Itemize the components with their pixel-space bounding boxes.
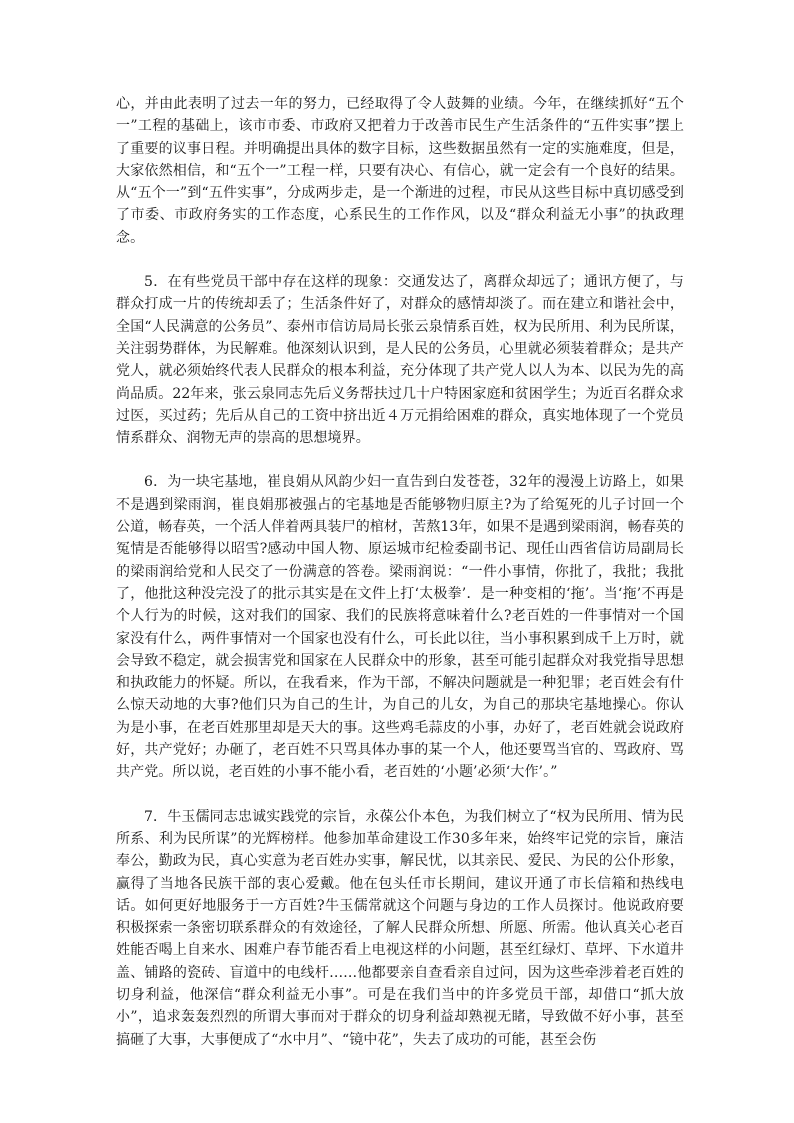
paragraph-gap <box>116 249 684 271</box>
paragraph-item-5: 5．在有些党员干部中存在这样的现象：交通发达了，离群众却远了；通讯方便了，与群众打成一片的传统却丢了；生活条件好了，对群众的感情却淡了。而在建立和谐社会中，全国“人民满意的公务员”、泰州市信访局局长张云泉情系百姓，权为民所用、利为民所谋，关注弱势群体，为民解难。他深刻认识到，是人民的公务员，心里就必须装着群众；是共产党人，就必须始终代表人民群众的根本利益，充分体现了共产党人以人为本、以民为先的高尚品质。22年来，张云泉同志先后义务帮扶过几十户特困家庭和贫困学生；为近百名群众求过医，买过药；先后从自己的工资中挤出近４万元捐给困难的群众，真实地体现了一个党员情系群众、润物无声的崇高的思想境界。 <box>116 274 684 447</box>
paragraph-item-7: 7．牛玉儒同志忠诚实践党的宗旨，永葆公仆本色，为我们树立了“权为民所用、情为民所系、利为民所谋”的光辉榜样。他参加革命建设工作30多年来，始终牢记党的宗旨，廉洁奉公，勤政为民，真心实意为老百姓办实事，解民忧，以其亲民、爱民、为民的公仆形象，赢得了当地各民族干部的衷心爱戴。他在包头任市长期间，建议开通了市长信箱和热线电话。如何更好地服务于一方百姓?牛玉儒常就这个问题与身边的工作人员探讨。他说政府要积极探索一条密切联系群众的有效途径，了解人民群众所想、所愿、所需。他认真关心老百姓能否喝上自来水、困难户春节能否看上电视这样的小问题，甚至红绿灯、草坪、下水道井盖、铺路的瓷砖、盲道中的电线杆……他都要亲自查看亲自过问，因为这些牵涉着老百姓的切身利益，他深信“群众利益无小事”。可是在我们当中的许多党员干部，却借口“抓大放小”，追求轰轰烈烈的所谓大事而对于群众的切身利益却熟视无睹，导致做不好小事，甚至搞砸了大事，大事便成了“水中月”、“镜中花”，失去了成功的可能，甚至会伤 <box>116 808 684 1048</box>
paragraph-gap <box>116 449 684 471</box>
paragraph-item-6: 6．为一块宅基地，崔良娟从风韵少妇一直告到白发苍苍，32年的漫漫上访路上，如果不是遇到梁雨润，崔良娟那被强占的宅基地是否能够物归原主?为了给冤死的儿子讨回一个公道，畅春英，一个活人伴着两具装尸的棺材，苦熬13年，如果不是遇到梁雨润，畅春英的冤情是否能够得以昭雪?感动中国人物、原运城市纪检委副书记、现任山西省信访局副局长的梁雨润给党和人民交了一份满意的答卷。梁雨润说：“一件小事情，你批了，我批；我批了，他批这种没完没了的批示其实是在文件上打‘太极拳’．是一种变相的‘拖’。当‘拖’不再是个人行为的时候，这对我们的国家、我们的民族将意味着什么?老百姓的一件事情对一个国家没有什么，两件事情对一个国家也没有什么，可长此以往，当小事积累到成千上万时，就会导致不稳定，就会损害党和国家在人民群众中的形象，甚至可能引起群众对我党指导思想和执政能力的怀疑。所以，在我看来，作为干部，不解决问题就是一种犯罪；老百姓会有什么惊天动地的大事?他们只为自己的生计，为自己的儿女，为自己的那块宅基地操心。你认为是小事，在老百姓那里却是天大的事。这些鸡毛蒜皮的小事，办好了，老百姓就会说政府好，共产党好；办砸了，老百姓不只骂具体办事的某一个人，他还要骂当官的、骂政府、骂共产党。所以说，老百姓的小事不能小看，老百姓的‘小题’必须‘大作’。” <box>116 474 684 781</box>
document-body <box>116 93 684 1051</box>
paragraph-continuation: 心，并由此表明了过去一年的努力，已经取得了令人鼓舞的业绩。今年，在继续抓好“五个一”工程的基础上，该市市委、市政府又把着力于改善市民生产生活条件的“五件实事”摆上了重要的议事日程。并明确提出具体的数字目标，这些数据虽然有一定的实施难度，但是，大家依然相信，和“五个一”工程一样，只要有决心、有信心，就一定会有一个良好的结果。从“五个一”到“五件实事”，分成两步走，是一个渐进的过程，市民从这些目标中真切感受到了市委、市政府务实的工作态度，心系民生的工作作风，以及“群众利益无小事”的执政理念。 <box>116 96 684 246</box>
paragraph-gap <box>116 784 684 806</box>
